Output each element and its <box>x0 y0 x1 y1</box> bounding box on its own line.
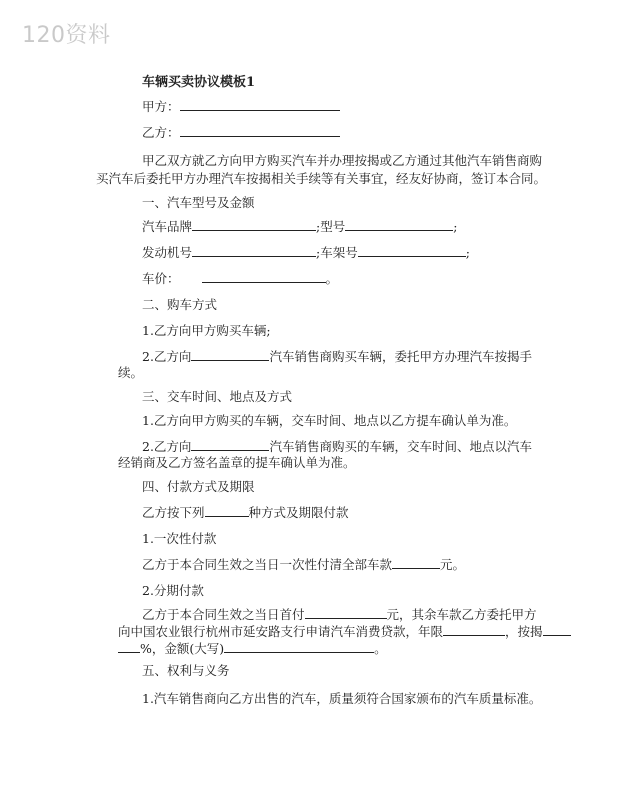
section-2-item-1: 1.乙方向甲方购买车辆; <box>142 323 271 338</box>
installment-line-3 <box>118 638 387 660</box>
section-4-heading: 四、付款方式及期限 <box>142 479 255 494</box>
brand-blank <box>192 216 316 231</box>
page-title: 车辆买卖协议模板1 <box>142 75 256 90</box>
loan-years-blank <box>443 621 505 636</box>
payment-choice-prefix: 乙方按下列 <box>142 505 205 520</box>
section-2-heading: 二、购车方式 <box>142 297 218 312</box>
section-3-item-1: 1.乙方向甲方购买的车辆，交车时间、地点以乙方提车确认单为准。 <box>142 413 517 428</box>
section-3-item-2-cont: 经销商及乙方签名盖章的提车确认单为准。 <box>118 455 356 470</box>
loan-text: 向中国农业银行杭州市延安路支行申请汽车消费贷款，年限 <box>118 624 444 639</box>
price-label: 车价： <box>142 271 180 286</box>
brand-model-line <box>142 216 457 238</box>
party-a-label: 甲方： <box>142 99 180 114</box>
lump-sum-heading: 1.一次性付款 <box>142 531 217 546</box>
engine-label: 发动机号 <box>142 245 193 260</box>
lump-sum-line <box>142 554 465 576</box>
lump-sum-text: 乙方于本合同生效之当日一次性付清全部车款 <box>142 557 393 572</box>
amount-blank <box>224 638 374 653</box>
down-payment-rest: 元，其余车款乙方委托甲方 <box>386 607 537 622</box>
dealer-blank <box>191 346 269 361</box>
s3-item2-prefix: 2.乙方向 <box>142 439 192 454</box>
party-b-label: 乙方： <box>142 125 180 140</box>
down-payment-blank <box>305 604 387 619</box>
party-b-blank <box>180 122 340 137</box>
payment-choice-text: 种方式及期限付款 <box>248 505 349 520</box>
dealer-blank-2 <box>191 436 269 451</box>
period: 。 <box>325 271 339 286</box>
section-3-heading: 三、交车时间、地点及方式 <box>142 389 293 404</box>
s2-item2-text: 汽车销售商购买车辆，委托甲方办理汽车按揭手 <box>269 349 532 364</box>
price-blank <box>202 268 326 283</box>
party-b-line <box>142 122 340 144</box>
mortgage-text: ，按揭 <box>505 624 543 639</box>
model-label: ;型号 <box>316 219 346 234</box>
rate-blank <box>118 638 140 653</box>
section-2-item-2-cont: 续。 <box>118 365 144 380</box>
brand-label: 汽车品牌 <box>142 219 193 234</box>
s3-item2-text: 汽车销售商购买的车辆，交车时间、地点以汽车 <box>269 439 532 454</box>
lump-sum-blank <box>392 554 440 569</box>
period: 。 <box>374 641 387 656</box>
payment-choice-line <box>142 502 349 524</box>
lump-sum-unit: 元。 <box>440 557 466 572</box>
intro-line-2: 买汽车后委托甲方办理汽车按揭相关手续等有关事宜，经友好协商，签订本合同。 <box>96 171 547 186</box>
watermark: 120资料 <box>22 23 111 48</box>
party-a-line <box>142 96 340 118</box>
mortgage-rate-blank <box>543 621 571 636</box>
intro-line-1: 甲乙双方就乙方向甲方购买汽车并办理按揭或乙方通过其他汽车销售商购 <box>142 153 543 168</box>
price-line <box>142 268 338 290</box>
engine-blank <box>192 242 316 257</box>
s2-item2-prefix: 2.乙方向 <box>142 349 192 364</box>
section-1-heading: 一、汽车型号及金额 <box>142 195 255 210</box>
engine-frame-line <box>142 242 470 264</box>
semicolon: ; <box>453 219 458 234</box>
semicolon: ; <box>465 245 470 260</box>
party-a-blank <box>180 96 340 111</box>
model-blank <box>345 216 453 231</box>
section-5-item-1: 1.汽车销售商向乙方出售的汽车，质量须符合国家颁布的汽车质量标准。 <box>142 691 542 706</box>
payment-choice-blank <box>205 502 249 517</box>
amount-label: %，金额(大写) <box>140 641 225 656</box>
frame-label: ;车架号 <box>316 245 358 260</box>
frame-blank <box>358 242 466 257</box>
down-payment-text: 乙方于本合同生效之当日首付 <box>142 607 305 622</box>
section-5-heading: 五、权利与义务 <box>142 663 230 678</box>
installment-heading: 2.分期付款 <box>142 583 204 598</box>
section-2-item-2 <box>142 346 532 368</box>
